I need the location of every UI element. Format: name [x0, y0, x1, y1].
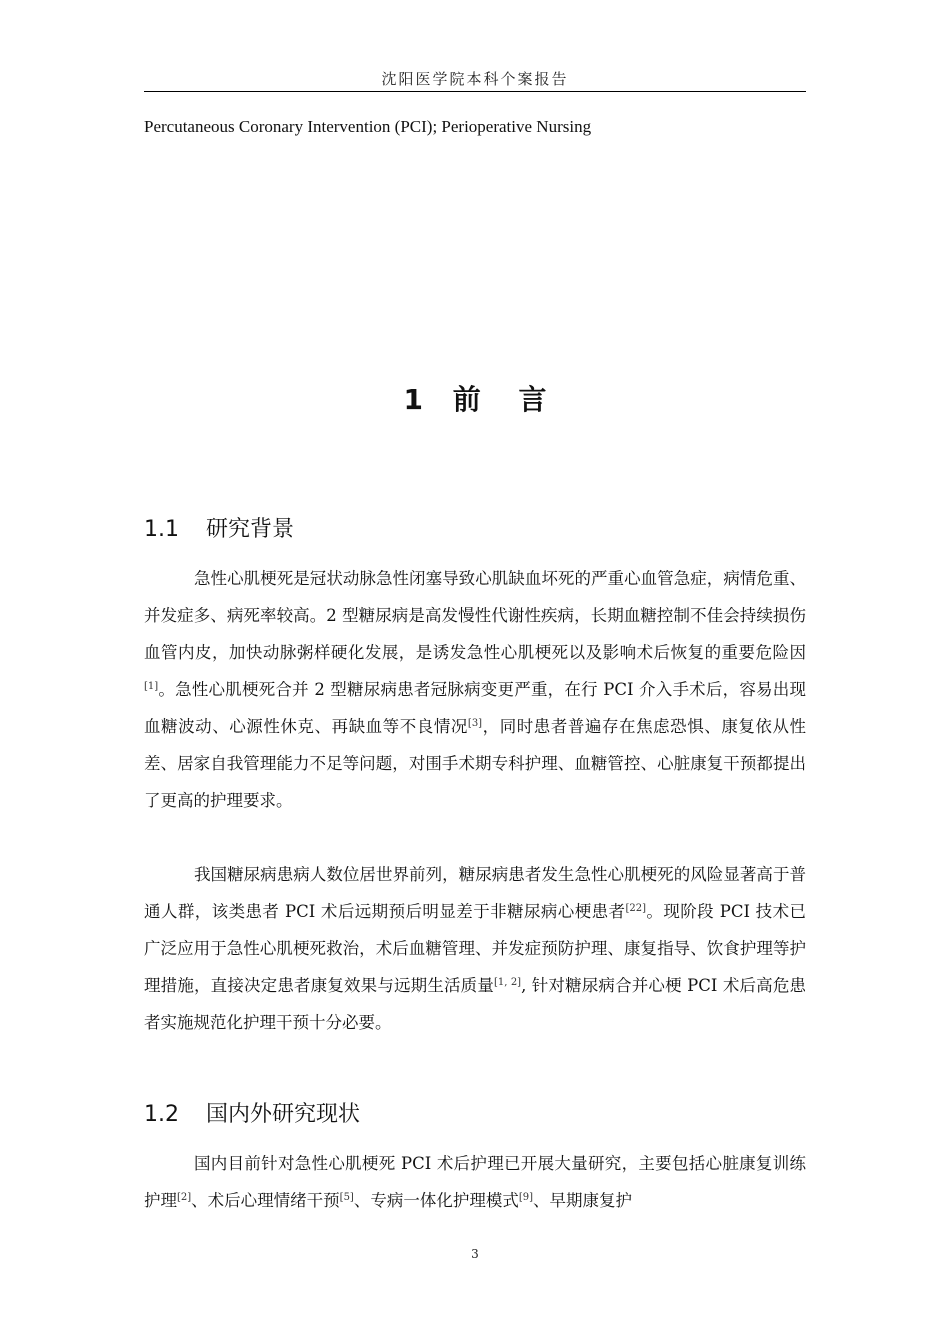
section-title: 研究背景: [206, 517, 295, 542]
citation: [1]: [144, 681, 159, 692]
english-keywords: Percutaneous Coronary Intervention (PCI); Perioperative Nursing: [144, 117, 592, 136]
paragraph-text: 国内目前针对急性心肌梗死 PCI 术后护理已开展大量研究，主要包括心脏康复训练护理: [144, 1154, 806, 1210]
citation: [9]: [518, 1192, 534, 1203]
citation: [22]: [625, 903, 646, 914]
section-heading-1-1: [144, 512, 294, 543]
paragraph-text: 、专病一体化护理模式: [353, 1191, 519, 1210]
citation: [5]: [339, 1192, 354, 1203]
paragraph-text: 我国糖尿病患病人数位居世界前列，糖尿病患者发生急性心肌梗死的风险显著高于普通人群，该类患者 PCI 术后远期预后明显差于非糖尿病心梗患者: [144, 865, 806, 921]
citation: [1, 2]: [494, 977, 522, 988]
running-header: 沈阳医学院本科个案报告: [381, 70, 569, 88]
citation: [2]: [177, 1192, 192, 1203]
paragraph-research-status-1: [144, 1145, 806, 1219]
section-number: 1.2: [144, 1102, 179, 1127]
paragraph-background-2: [144, 856, 806, 1041]
paragraph-text: 急性心肌梗死是冠状动脉急性闭塞导致心肌缺血坏死的严重心血管急症，病情危重、并发症多、病死率较高。2 型糖尿病是高发慢性代谢性疾病，长期血糖控制不佳会持续损伤血管内皮，加快动脉粥样硬化发展，是诱发急性心肌梗死以及影响术后恢复的重要危险因: [144, 569, 806, 662]
paragraph-text: , 针对糖尿病合并心梗 PCI 术后高危患者实施规范化护理干预十分必要。: [144, 976, 807, 1032]
paragraph-text: 。急性心肌梗死合并 2 型糖尿病患者冠脉病变更严重，在行 PCI 介入手术后，容易出现血糖波动、心源性休克、再缺血等不良情况: [144, 680, 806, 736]
chapter-title-char-1: 前: [452, 383, 481, 416]
section-heading-1-2: [144, 1097, 360, 1128]
chapter-number: 1: [403, 383, 423, 416]
paragraph-text: 、早期康复护: [533, 1191, 633, 1210]
header-rule: [144, 91, 806, 92]
section-number: 1.1: [144, 517, 179, 542]
paragraph-text: 。现阶段 PCI 技术已广泛应用于急性心肌梗死救治，术后血糖管理、并发症预防护理、康复指导、饮食护理等护理措施，直接决定患者康复效果与远期生活质量: [144, 902, 807, 995]
citation: [3]: [467, 718, 483, 729]
chapter-title-char-2: 言: [518, 383, 547, 416]
section-title: 国内外研究现状: [206, 1102, 361, 1127]
paragraph-background-1: [144, 560, 806, 819]
page-number: 3: [471, 1247, 479, 1261]
paragraph-text: ，同时患者普遍存在焦虑恐惧、康复依从性差、居家自我管理能力不足等问题，对围手术期专科护理、血糖管控、心脏康复干预都提出了更高的护理要求。: [144, 717, 807, 810]
paragraph-text: 、术后心理情绪干预: [191, 1191, 340, 1210]
chapter-heading: [0, 378, 950, 418]
